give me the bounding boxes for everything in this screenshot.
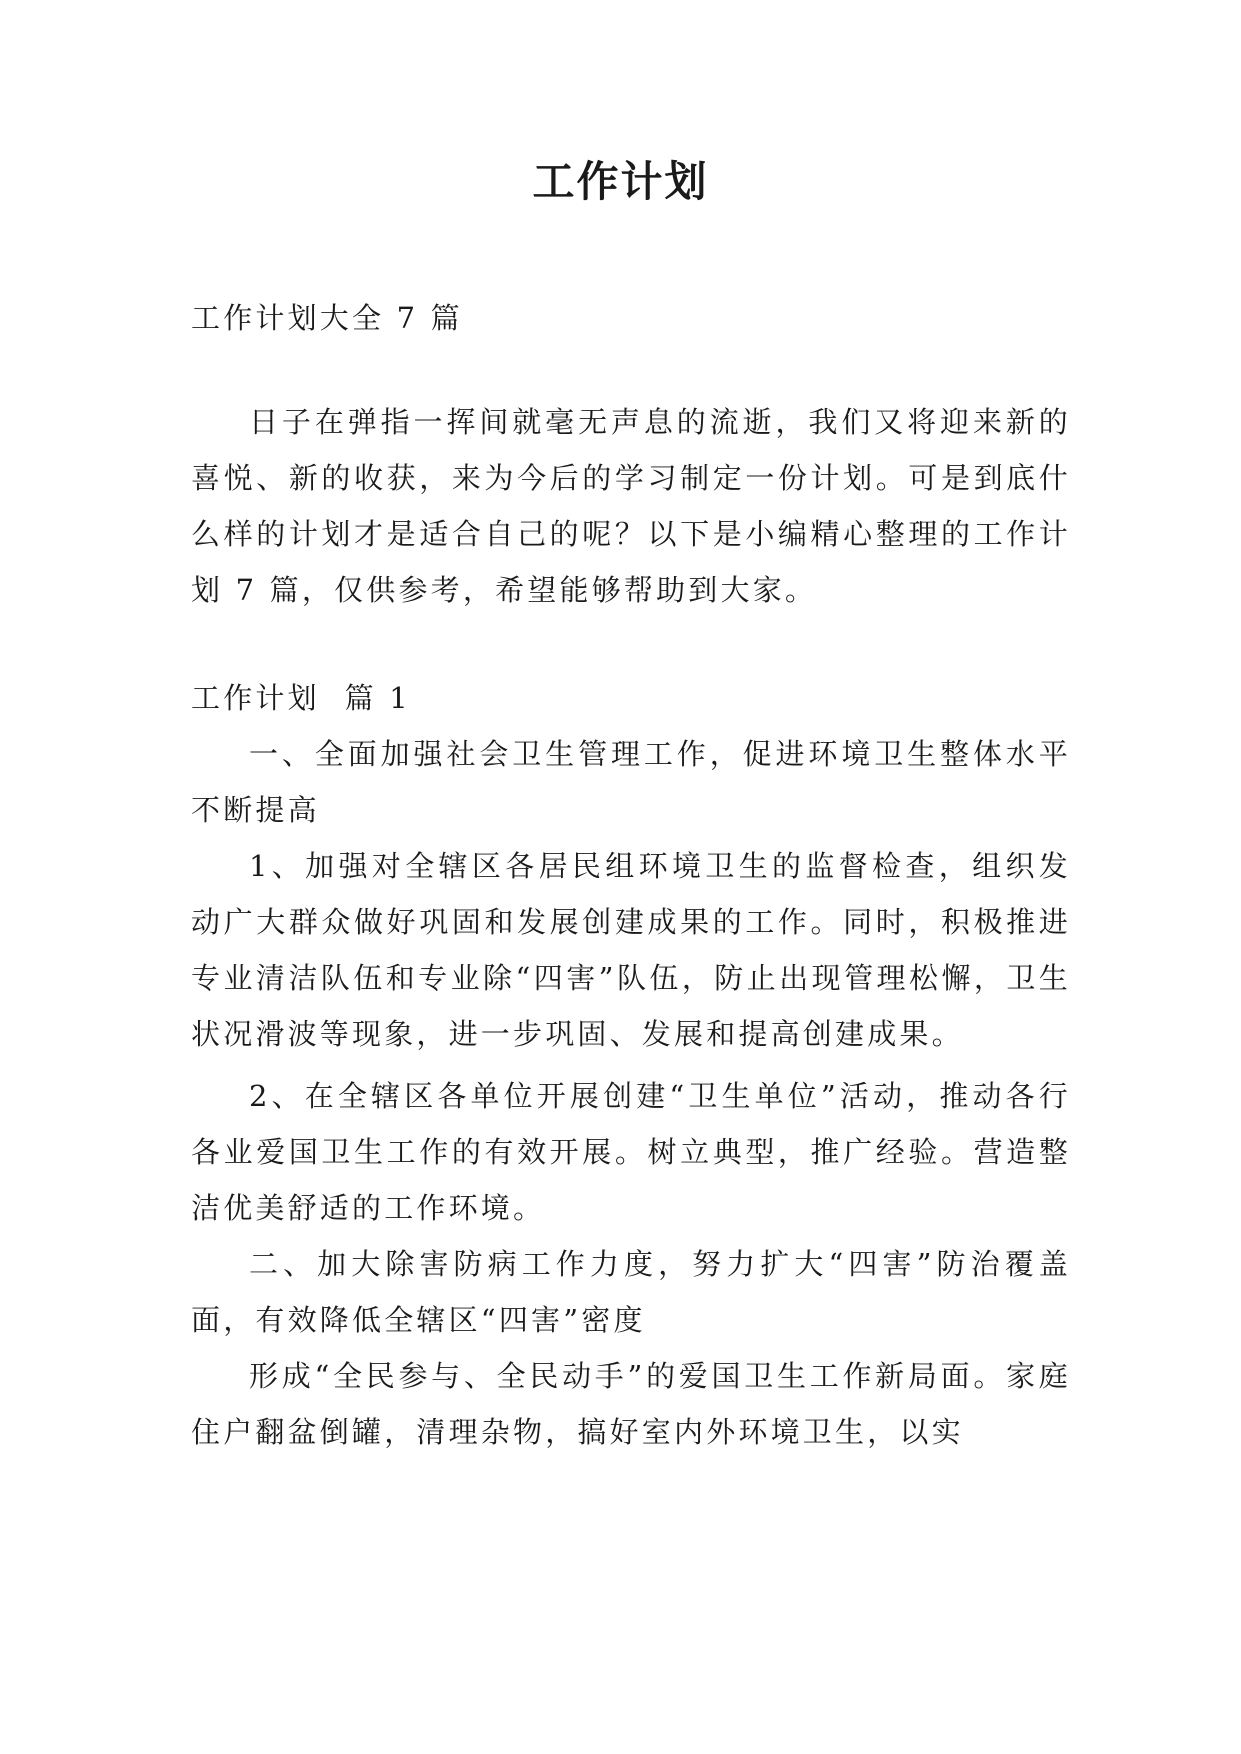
document-body	[191, 290, 1071, 1460]
section-heading: 工作计划 篇 1	[191, 681, 411, 715]
page-title: 工作计划	[532, 157, 709, 206]
body-paragraph: 1、加强对全辖区各居民组环境卫生的监督检查，组织发动广大群众做好巩固和发展创建成果的工作。同时，积极推进专业清洁队伍和专业除“四害”队伍，防止出现管理松懈，卫生状况滑波等现象，进一步巩固、发展和提高创建成果。	[191, 849, 1071, 1051]
body-paragraph: 一、全面加强社会卫生管理工作，促进环境卫生整体水平不断提高	[191, 737, 1071, 827]
body-paragraph: 形成“全民参与、全民动手”的爱国卫生工作新局面。家庭住户翻盆倒罐，清理杂物，搞好室内外环境卫生，以实	[191, 1359, 1071, 1449]
body-paragraph: 2、在全辖区各单位开展创建“卫生单位”活动，推动各行各业爱国卫生工作的有效开展。树立典型，推广经验。营造整洁优美舒适的工作环境。	[191, 1079, 1071, 1225]
intro-paragraph: 日子在弹指一挥间就毫无声息的流逝，我们又将迎来新的喜悦、新的收获，来为今后的学习制定一份计划。可是到底什么样的计划才是适合自己的呢？以下是小编精心整理的工作计划 7 篇，仅供参考，希望能够帮助到大家。	[191, 405, 1071, 607]
body-paragraph: 二、加大除害防病工作力度，努力扩大“四害”防治覆盖面，有效降低全辖区“四害”密度	[191, 1247, 1071, 1337]
subtitle: 工作计划大全 7 篇	[191, 301, 463, 335]
